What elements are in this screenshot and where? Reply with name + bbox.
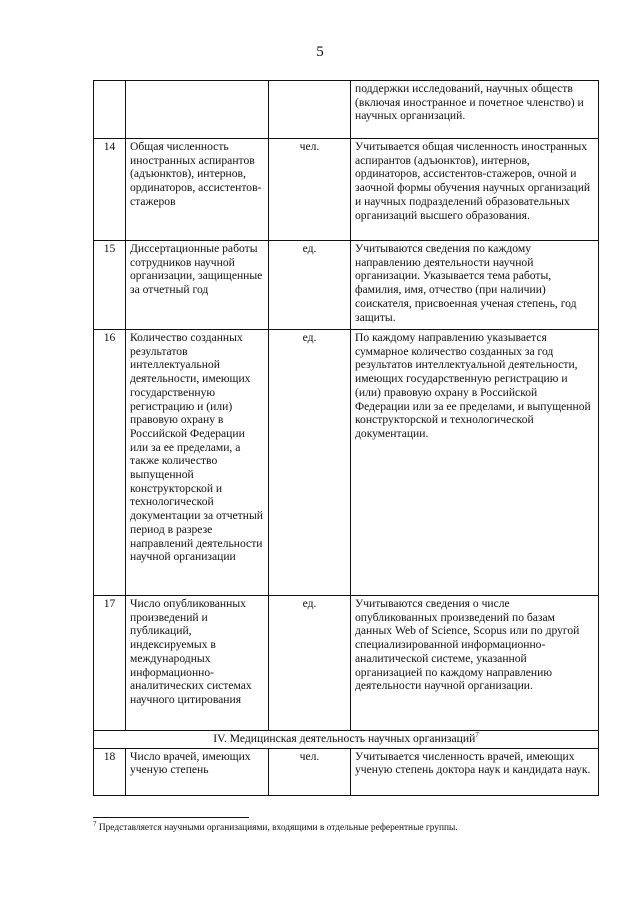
unit-of-measure: ед. — [269, 241, 351, 330]
row-number: 17 — [94, 596, 126, 731]
indicator-name: Число врачей, имеющих ученую степень — [126, 748, 269, 795]
unit-of-measure: чел. — [269, 139, 351, 241]
section-header-row — [94, 731, 599, 749]
unit-of-measure: ед. — [269, 330, 351, 596]
table-row — [94, 330, 599, 596]
indicator-note: По каждому направлению указывается суммарное количество созданных за год результатов интеллектуальной деятельности, имеющих государственную регистрацию и (или) правовую охрану в Российской Федерации или за ее пределами, и выпущенной конструкторской и технологической документации. — [351, 330, 599, 596]
section-title-text: IV. Медицинская деятельность научных организаций — [213, 732, 476, 745]
section-title — [94, 731, 599, 749]
table-row — [94, 596, 599, 731]
indicator-name: Диссертационные работы сотрудников научной организации, защищенные за отчетный год — [126, 241, 269, 330]
unit-of-measure — [269, 81, 351, 139]
table-row — [94, 81, 599, 139]
row-number: 15 — [94, 241, 126, 330]
page-number: 5 — [316, 44, 324, 60]
row-number: 18 — [94, 748, 126, 795]
table-row — [94, 139, 599, 241]
row-number — [94, 81, 126, 139]
row-number: 14 — [94, 139, 126, 241]
indicator-note: Учитываются сведения по каждому направлению деятельности научной организации. Указывается тема работы, фамилия, имя, отчество (при наличии) соискателя, присвоенная ученая степень, год защиты. — [351, 241, 599, 330]
unit-of-measure: ед. — [269, 596, 351, 731]
table-row — [94, 241, 599, 330]
footnote-marker: 7 — [93, 819, 97, 828]
indicator-note: Учитывается общая численность иностранных аспирантов (адъюнктов), интернов, ординаторов, ассистентов-стажеров, очной и заочной формы обучения научных организаций и научных подразделений образовательных организаций высшего образования. — [351, 139, 599, 241]
indicators-table — [93, 80, 599, 796]
footnote — [93, 819, 598, 834]
footnote-reference: 7 — [475, 731, 479, 740]
row-number: 16 — [94, 330, 126, 596]
indicator-note: поддержки исследований, научных обществ (включая иностранное и почетное членство) и научных организаций. — [351, 81, 599, 139]
table-row — [94, 748, 599, 795]
unit-of-measure: чел. — [269, 748, 351, 795]
footnote-text: Представляется научными организациями, входящими в отдельные референтные группы. — [98, 823, 458, 833]
indicator-note: Учитываются сведения о числе опубликованных произведений по базам данных Web of Science, Scopus или по другой специализированной информационно-аналитической системе, указанной организацией по каждому направлению деятельности научной организации. — [351, 596, 599, 731]
indicator-name: Общая численность иностранных аспирантов (адъюнктов), интернов, ординаторов, ассистентов-стажеров — [126, 139, 269, 241]
indicator-note: Учитывается численность врачей, имеющих ученую степень доктора наук и кандидата наук. — [351, 748, 599, 795]
indicator-name: Число опубликованных произведений и публикаций, индексируемых в международных информационно-аналитических системах научного цитирования — [126, 596, 269, 731]
indicator-name: Количество созданных результатов интеллектуальной деятельности, имеющих государственную регистрацию и (или) правовую охрану в Российской Федерации или за ее пределами, а также количество выпущенной конструкторской и технологической документации за отчетный период в разрезе направлений деятельности научной организации — [126, 330, 269, 596]
indicator-name — [126, 81, 269, 139]
footnote-separator — [93, 817, 249, 818]
